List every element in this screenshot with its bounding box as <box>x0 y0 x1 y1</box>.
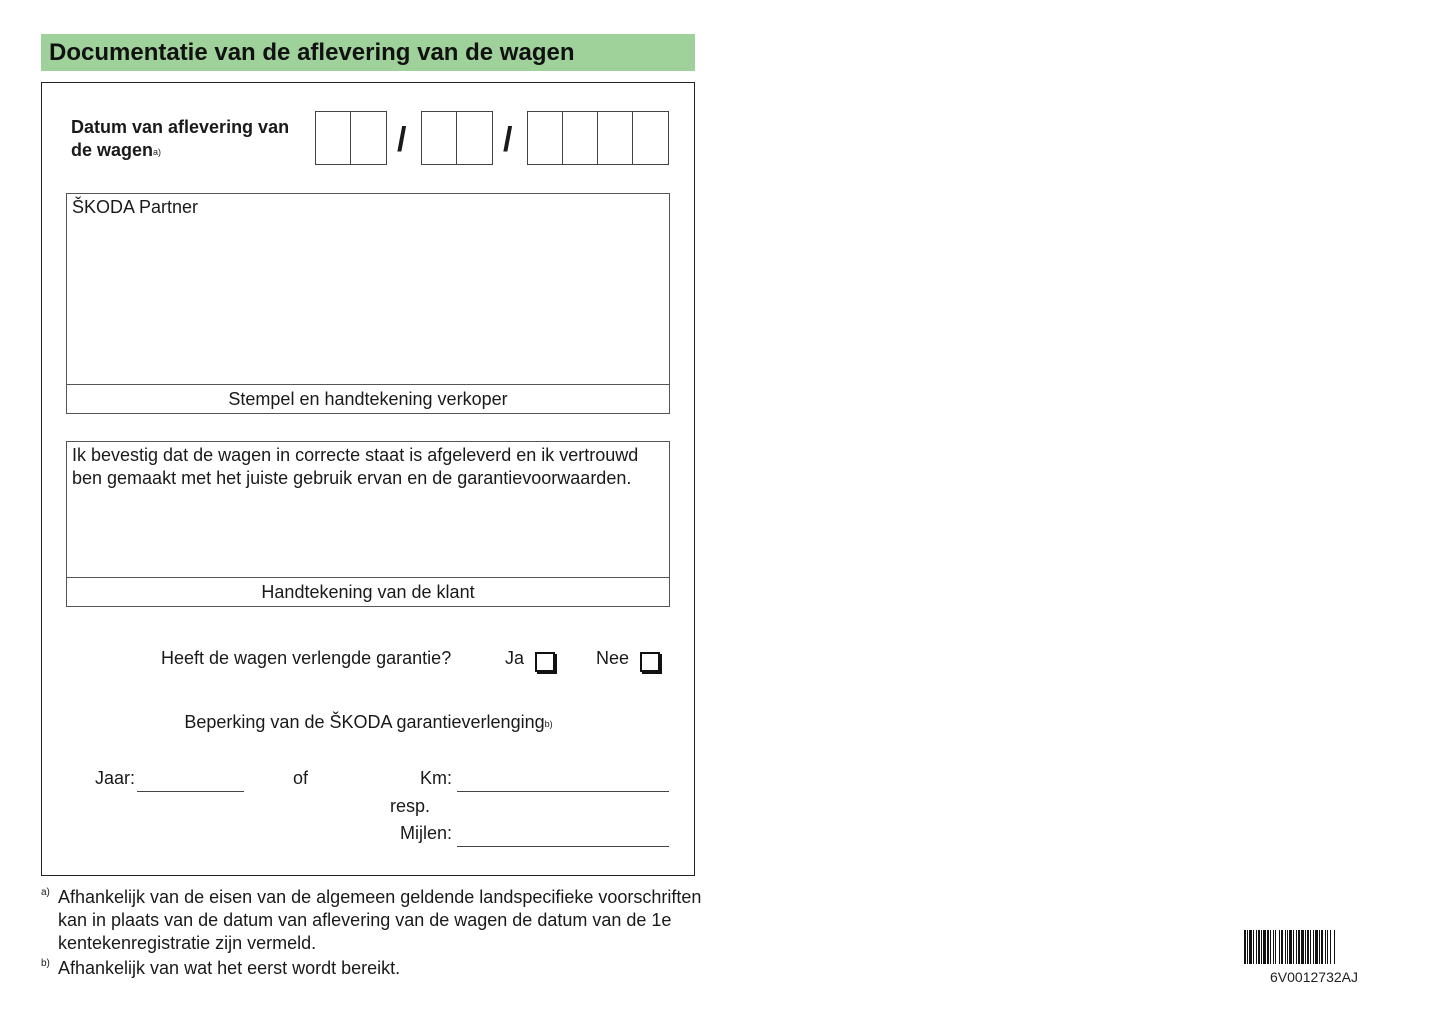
footnote-a-mark: a) <box>41 887 50 898</box>
extended-warranty-question: Heeft de wagen verlengde garantie? <box>161 648 452 668</box>
delivery-date-label-text: Datum van aflevering van de wagen <box>71 117 290 160</box>
footnote-a-text: Afhankelijk van de eisen van de algemeen geldende landspecifieke voorschriften kan in plaats van de datum van aflevering van de wagen de datum van de 1e kentekenregistratie zijn vermeld. <box>58 887 702 953</box>
month-digit-2[interactable] <box>457 112 492 164</box>
dealer-stamp-box[interactable] <box>66 193 670 414</box>
year-input-group <box>527 111 669 165</box>
or-label: of <box>293 768 309 788</box>
year-label: Jaar: <box>95 768 136 788</box>
km-label: Km: <box>420 768 453 788</box>
no-label: Nee <box>596 648 630 668</box>
footnote-mark-a: a) <box>153 147 162 157</box>
footnote-b-text: Afhankelijk van wat het eerst wordt bereikt. <box>58 958 401 978</box>
footnotes <box>41 886 721 980</box>
year-digit-4[interactable] <box>633 112 668 164</box>
customer-statement: Ik bevestig dat de wagen in correcte staat is afgeleverd en ik vertrouwd ben gemaakt met het juiste gebruik ervan en de garantievoorwaarden. <box>72 445 639 488</box>
footnote-b-mark: b) <box>41 958 50 969</box>
miles-input-line[interactable] <box>457 846 669 847</box>
footnote-mark-b: b) <box>544 719 553 729</box>
warranty-limit-title <box>0 711 737 734</box>
page-title: Documentatie van de aflevering van de wagen <box>41 34 695 71</box>
date-separator: / <box>397 121 407 159</box>
year-digit-2[interactable] <box>563 112 598 164</box>
barcode-graphic <box>1244 930 1384 964</box>
barcode-code: 6V0012732AJ <box>1270 969 1358 985</box>
warranty-limit-title-text: Beperking van de ŠKODA garantieverlenging <box>184 712 545 732</box>
year-input-line[interactable] <box>137 791 244 792</box>
footnote-a <box>41 886 721 955</box>
day-input-group <box>315 111 387 165</box>
month-input-group <box>421 111 493 165</box>
delivery-date-label <box>71 116 311 162</box>
dealer-signature-caption: Stempel en handtekening verkoper <box>67 384 669 413</box>
no-checkbox[interactable] <box>640 652 660 672</box>
day-digit-2[interactable] <box>351 112 386 164</box>
miles-label: Mijlen: <box>400 823 453 843</box>
customer-signature-caption: Handtekening van de klant <box>67 577 669 606</box>
day-digit-1[interactable] <box>316 112 351 164</box>
month-digit-1[interactable] <box>422 112 457 164</box>
km-input-line[interactable] <box>457 791 669 792</box>
date-separator: / <box>503 121 513 159</box>
year-digit-3[interactable] <box>598 112 633 164</box>
resp-label: resp. <box>390 796 431 816</box>
dealer-box-heading: ŠKODA Partner <box>72 197 199 217</box>
yes-checkbox[interactable] <box>535 652 555 672</box>
yes-label: Ja <box>505 648 525 668</box>
year-digit-1[interactable] <box>528 112 563 164</box>
footnote-b <box>41 957 721 980</box>
customer-signature-box[interactable] <box>66 441 670 607</box>
